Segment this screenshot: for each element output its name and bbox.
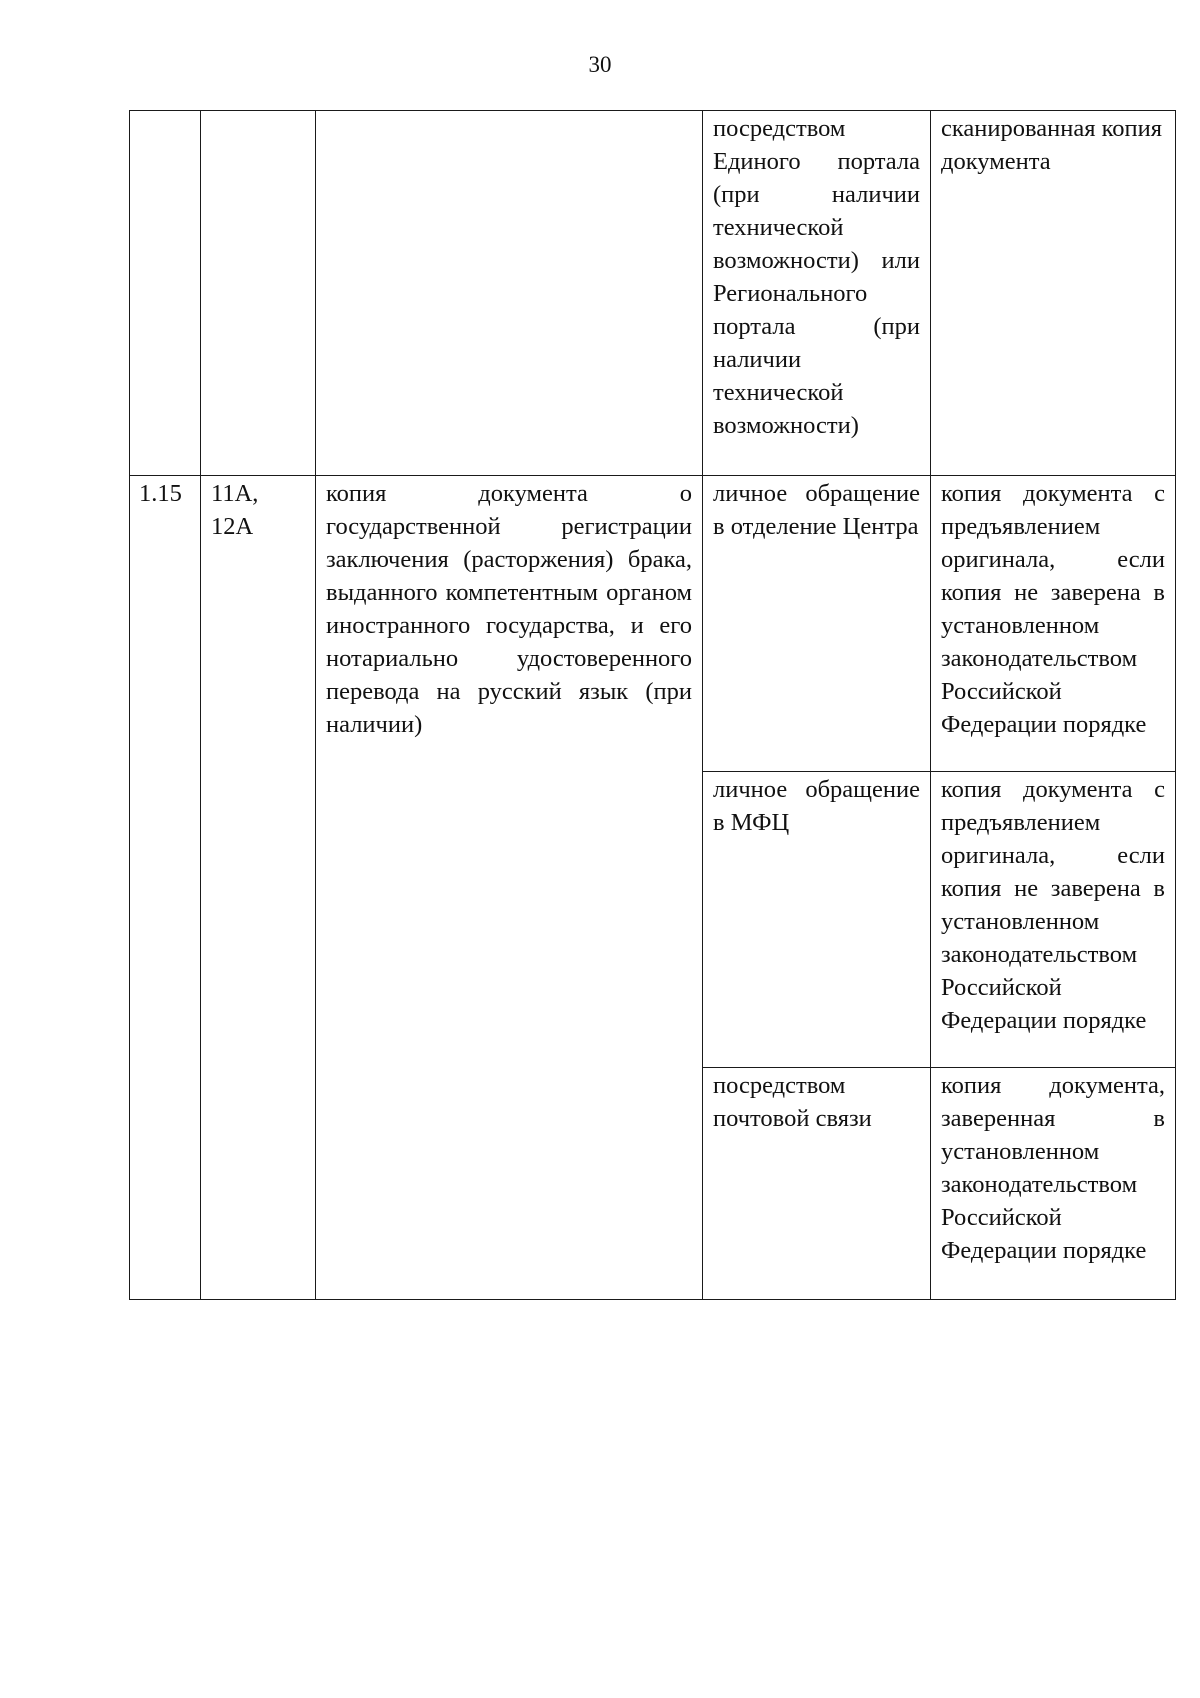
document-form-cell: копия документа с предъявлением оригинала, если копия не заверена в установленном законодательством Российской Федерации порядке — [931, 476, 1176, 772]
document-form-cell: копия документа, заверенная в установленном законодательством Российской Федерации порядке — [931, 1068, 1176, 1300]
submission-method-cell: личное обращение в МФЦ — [703, 772, 931, 1068]
table-cell-empty — [130, 111, 201, 476]
table-row — [130, 476, 1176, 772]
submission-method-cell: личное обращение в отделение Центра — [703, 476, 931, 772]
submission-method-cell: посредством Единого портала (при наличии технической возможности) или Регионального портала (при наличии технической возможности) — [703, 111, 931, 476]
page-number: 30 — [588, 52, 612, 77]
documents-table — [129, 110, 1176, 1300]
table-row — [130, 111, 1176, 476]
row-number-cell: 1.15 — [130, 476, 201, 1300]
form-codes-cell: 11А, 12А — [201, 476, 316, 1300]
table-cell-empty — [316, 111, 703, 476]
document-form-cell: сканированная копия документа — [931, 111, 1176, 476]
submission-method-cell: посредством почтовой связи — [703, 1068, 931, 1300]
document-form-cell: копия документа с предъявлением оригинала, если копия не заверена в установленном законодательством Российской Федерации порядке — [931, 772, 1176, 1068]
document-name-cell: копия документа о государственной регистрации заключения (расторжения) брака, выданного компетентным органом иностранного государства, и его нотариально удостоверенного перевода на русский язык (при наличии) — [316, 476, 703, 1300]
table-cell-empty — [201, 111, 316, 476]
